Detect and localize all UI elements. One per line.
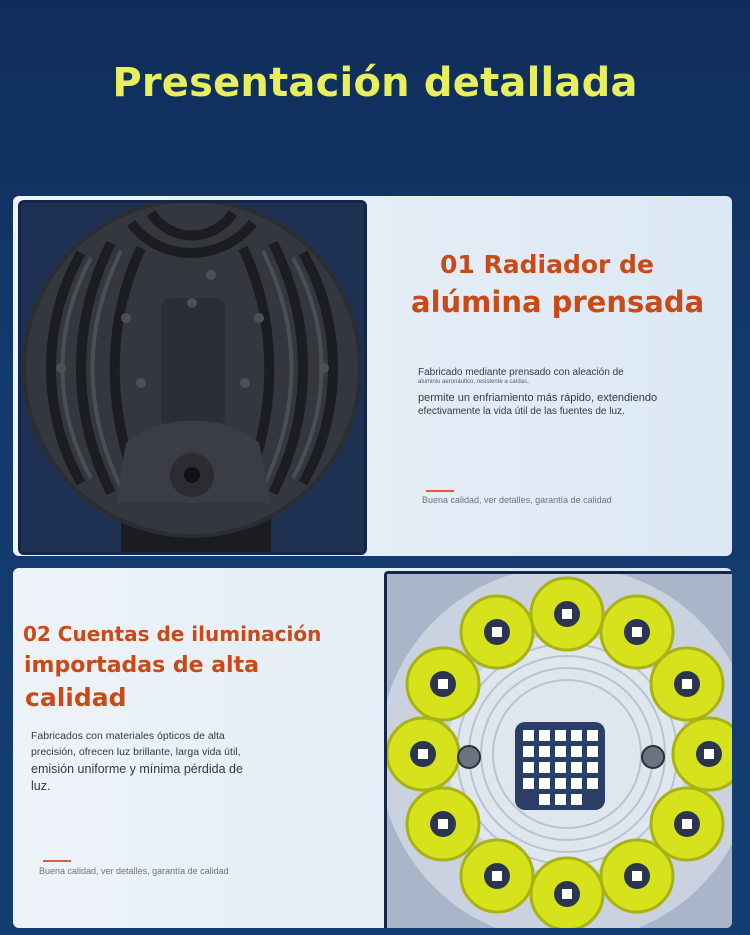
accent-divider — [426, 490, 454, 492]
section2-desc-line1: Fabricados con materiales ópticos de alta — [31, 730, 225, 742]
section2-heading-line3: calidad — [25, 683, 127, 712]
section2-footer: Buena calidad, ver detalles, garantía de calidad — [39, 866, 229, 876]
feature-card-radiator — [13, 196, 732, 556]
section1-heading-line2: alúmina prensada — [411, 285, 705, 319]
heatsink-image — [18, 200, 367, 555]
feature-card-leds — [13, 568, 732, 928]
section2-desc-line4: luz. — [31, 779, 51, 793]
section1-desc-line1: Fabricado mediante prensado con aleación de — [418, 367, 624, 378]
section1-desc-line4: efectivamente la vida útil de las fuentes de luz. — [418, 406, 625, 417]
section2-desc-line3: emisión uniforme y mínima pérdida de — [31, 762, 243, 776]
heatsink-illustration — [21, 203, 364, 552]
section1-desc-line2: aluminio aeronáutico, resistente a caídas, — [418, 379, 529, 385]
led-lamp-illustration — [387, 574, 732, 928]
page-title: Presentación detallada — [112, 60, 638, 106]
led-lamp-image — [384, 571, 732, 928]
section2-desc-line2: precisión, ofrecen luz brillante, larga vida útil, — [31, 746, 241, 758]
section1-heading-line1: 01 Radiador de — [440, 250, 654, 279]
section2-heading-line1: 02 Cuentas de iluminación — [23, 622, 322, 646]
section1-footer: Buena calidad, ver detalles, garantía de calidad — [422, 495, 612, 505]
accent-divider — [43, 860, 71, 862]
section2-heading-line2: importadas de alta — [24, 653, 259, 678]
section1-desc-line3: permite un enfriamiento más rápido, extendiendo — [418, 392, 658, 404]
